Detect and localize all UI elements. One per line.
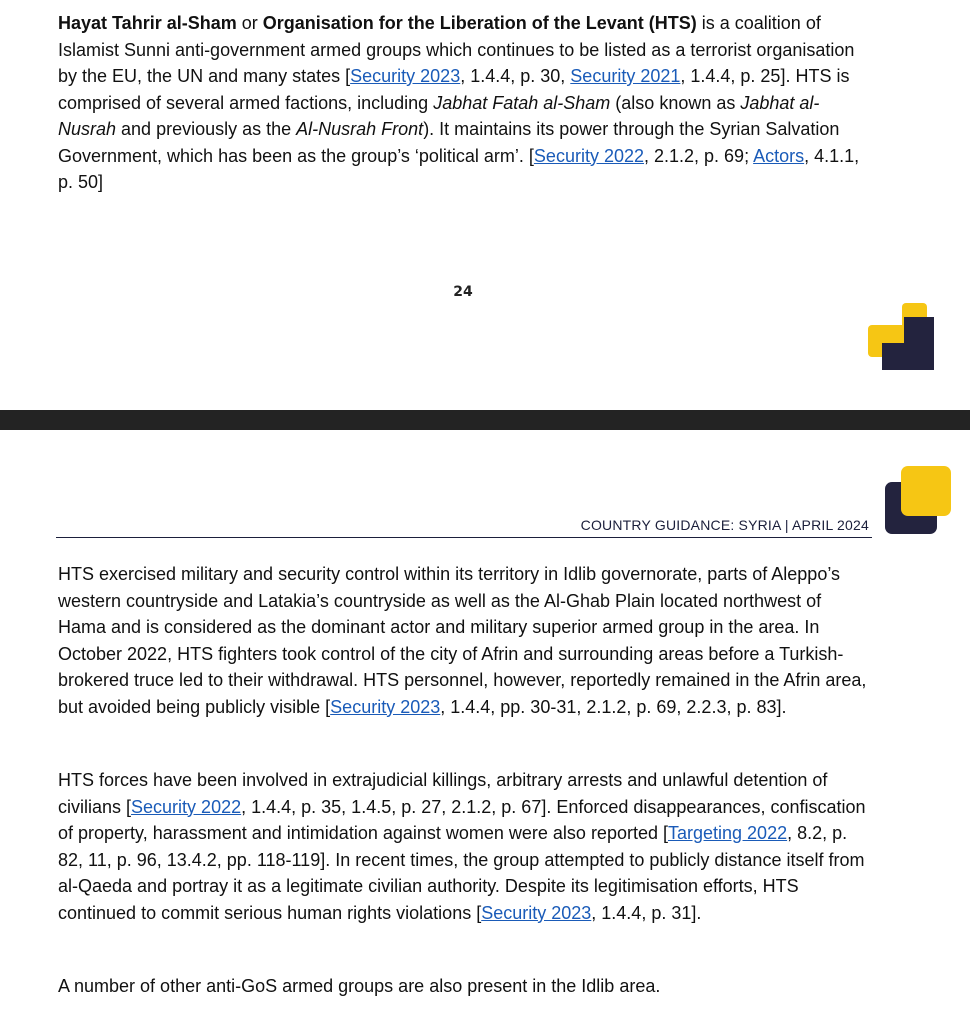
- page-break-bar: [0, 410, 970, 430]
- running-header: COUNTRY GUIDANCE: SYRIA | APRIL 2024: [580, 517, 869, 533]
- euaa-logo-icon: [868, 303, 934, 370]
- hts-abuses-paragraph: HTS forces have been involved in extrajudicial killings, arbitrary arrests and unlawful detention of civilians [Security 2022, 1.4.4, p. 35, 1.4.5, p. 27, 2.1.2, p. 67]. Enforced disappearances, confiscation of property, harassment and intimidation against women were also reported [Targeting 2022, 8.2, p. 82, 11, p. 96, 13.4.2, pp. 118-119]. In recent times, the group attempted to publicly distance itself from al-Qaeda and portray it as a legitimate civilian authority. Despite its legitimisation efforts, HTS continued to commit serious human rights violations [Security 2023, 1.4.4, p. 31].: [58, 770, 866, 923]
- page-number: 24: [453, 284, 473, 300]
- ref-link-targeting-2022[interactable]: Targeting 2022: [668, 823, 788, 843]
- term-jabhat-fatah: Jabhat Fatah al-Sham: [433, 92, 611, 113]
- ref-link-actors[interactable]: Actors: [753, 145, 805, 166]
- hts-control-paragraph: HTS exercised military and security control within its territory in Idlib governorate, parts of Aleppo’s western countryside and Latakia’s countryside as well as the Al-Ghab Plain located northwest of Hama and is considered as the dominant actor and military superior armed group in the area. In October 2022, HTS fighters took control of the city of Afrin and surrounding areas before a Turkish-brokered truce led to their withdrawal. HTS personnel, however, reportedly remained in the Afrin area, but avoided being publicly visible [Security 2023, 1.4.4, pp. 30-31, 2.1.2, p. 69, 2.2.3, p. 83].: [58, 564, 867, 717]
- term-hts-name: Hayat Tahrir al-Sham: [58, 13, 237, 33]
- hts-intro-paragraph: Hayat Tahrir al-Sham or Organisation for the Liberation of the Levant (HTS) is a coalition of Islamist Sunni anti-government armed groups which continues to be listed as a terrorist organisation by the EU, the UN and many states [Security 2023, 1.4.4, p. 30, Security 2021, 1.4.4, p. 25]. HTS is comprised of several armed factions, including Jabhat Fatah al-Sham (also known as Jabhat al-Nusrah and previously as the Al-Nusrah Front). It maintains its power through the Syrian Salvation Government, which has been as the group’s ‘political arm’. [Security 2022, 2.1.2, p. 69; Actors, 4.1.1, p. 50]: [58, 13, 860, 192]
- ref-link-security-2021[interactable]: Security 2021: [570, 66, 681, 86]
- ref-link-security-2023[interactable]: Security 2023: [330, 696, 441, 717]
- other-groups-paragraph: A number of other anti-GoS armed groups are also present in the Idlib area.: [58, 976, 661, 996]
- ref-link-security-2023[interactable]: Security 2023: [350, 66, 461, 86]
- ref-link-security-2023[interactable]: Security 2023: [481, 902, 592, 923]
- term-hts-full-name: Organisation for the Liberation of the Levant (HTS): [262, 13, 697, 33]
- euaa-logo-icon: [885, 466, 951, 534]
- term-jabhat-nusrah: Jabhat al-Nusrah: [58, 92, 820, 139]
- ref-link-security-2022[interactable]: Security 2022: [533, 145, 644, 166]
- ref-link-security-2022[interactable]: Security 2022: [131, 796, 242, 817]
- header-divider: [56, 537, 872, 538]
- term-nusrah-front: Al-Nusrah Front: [296, 119, 424, 139]
